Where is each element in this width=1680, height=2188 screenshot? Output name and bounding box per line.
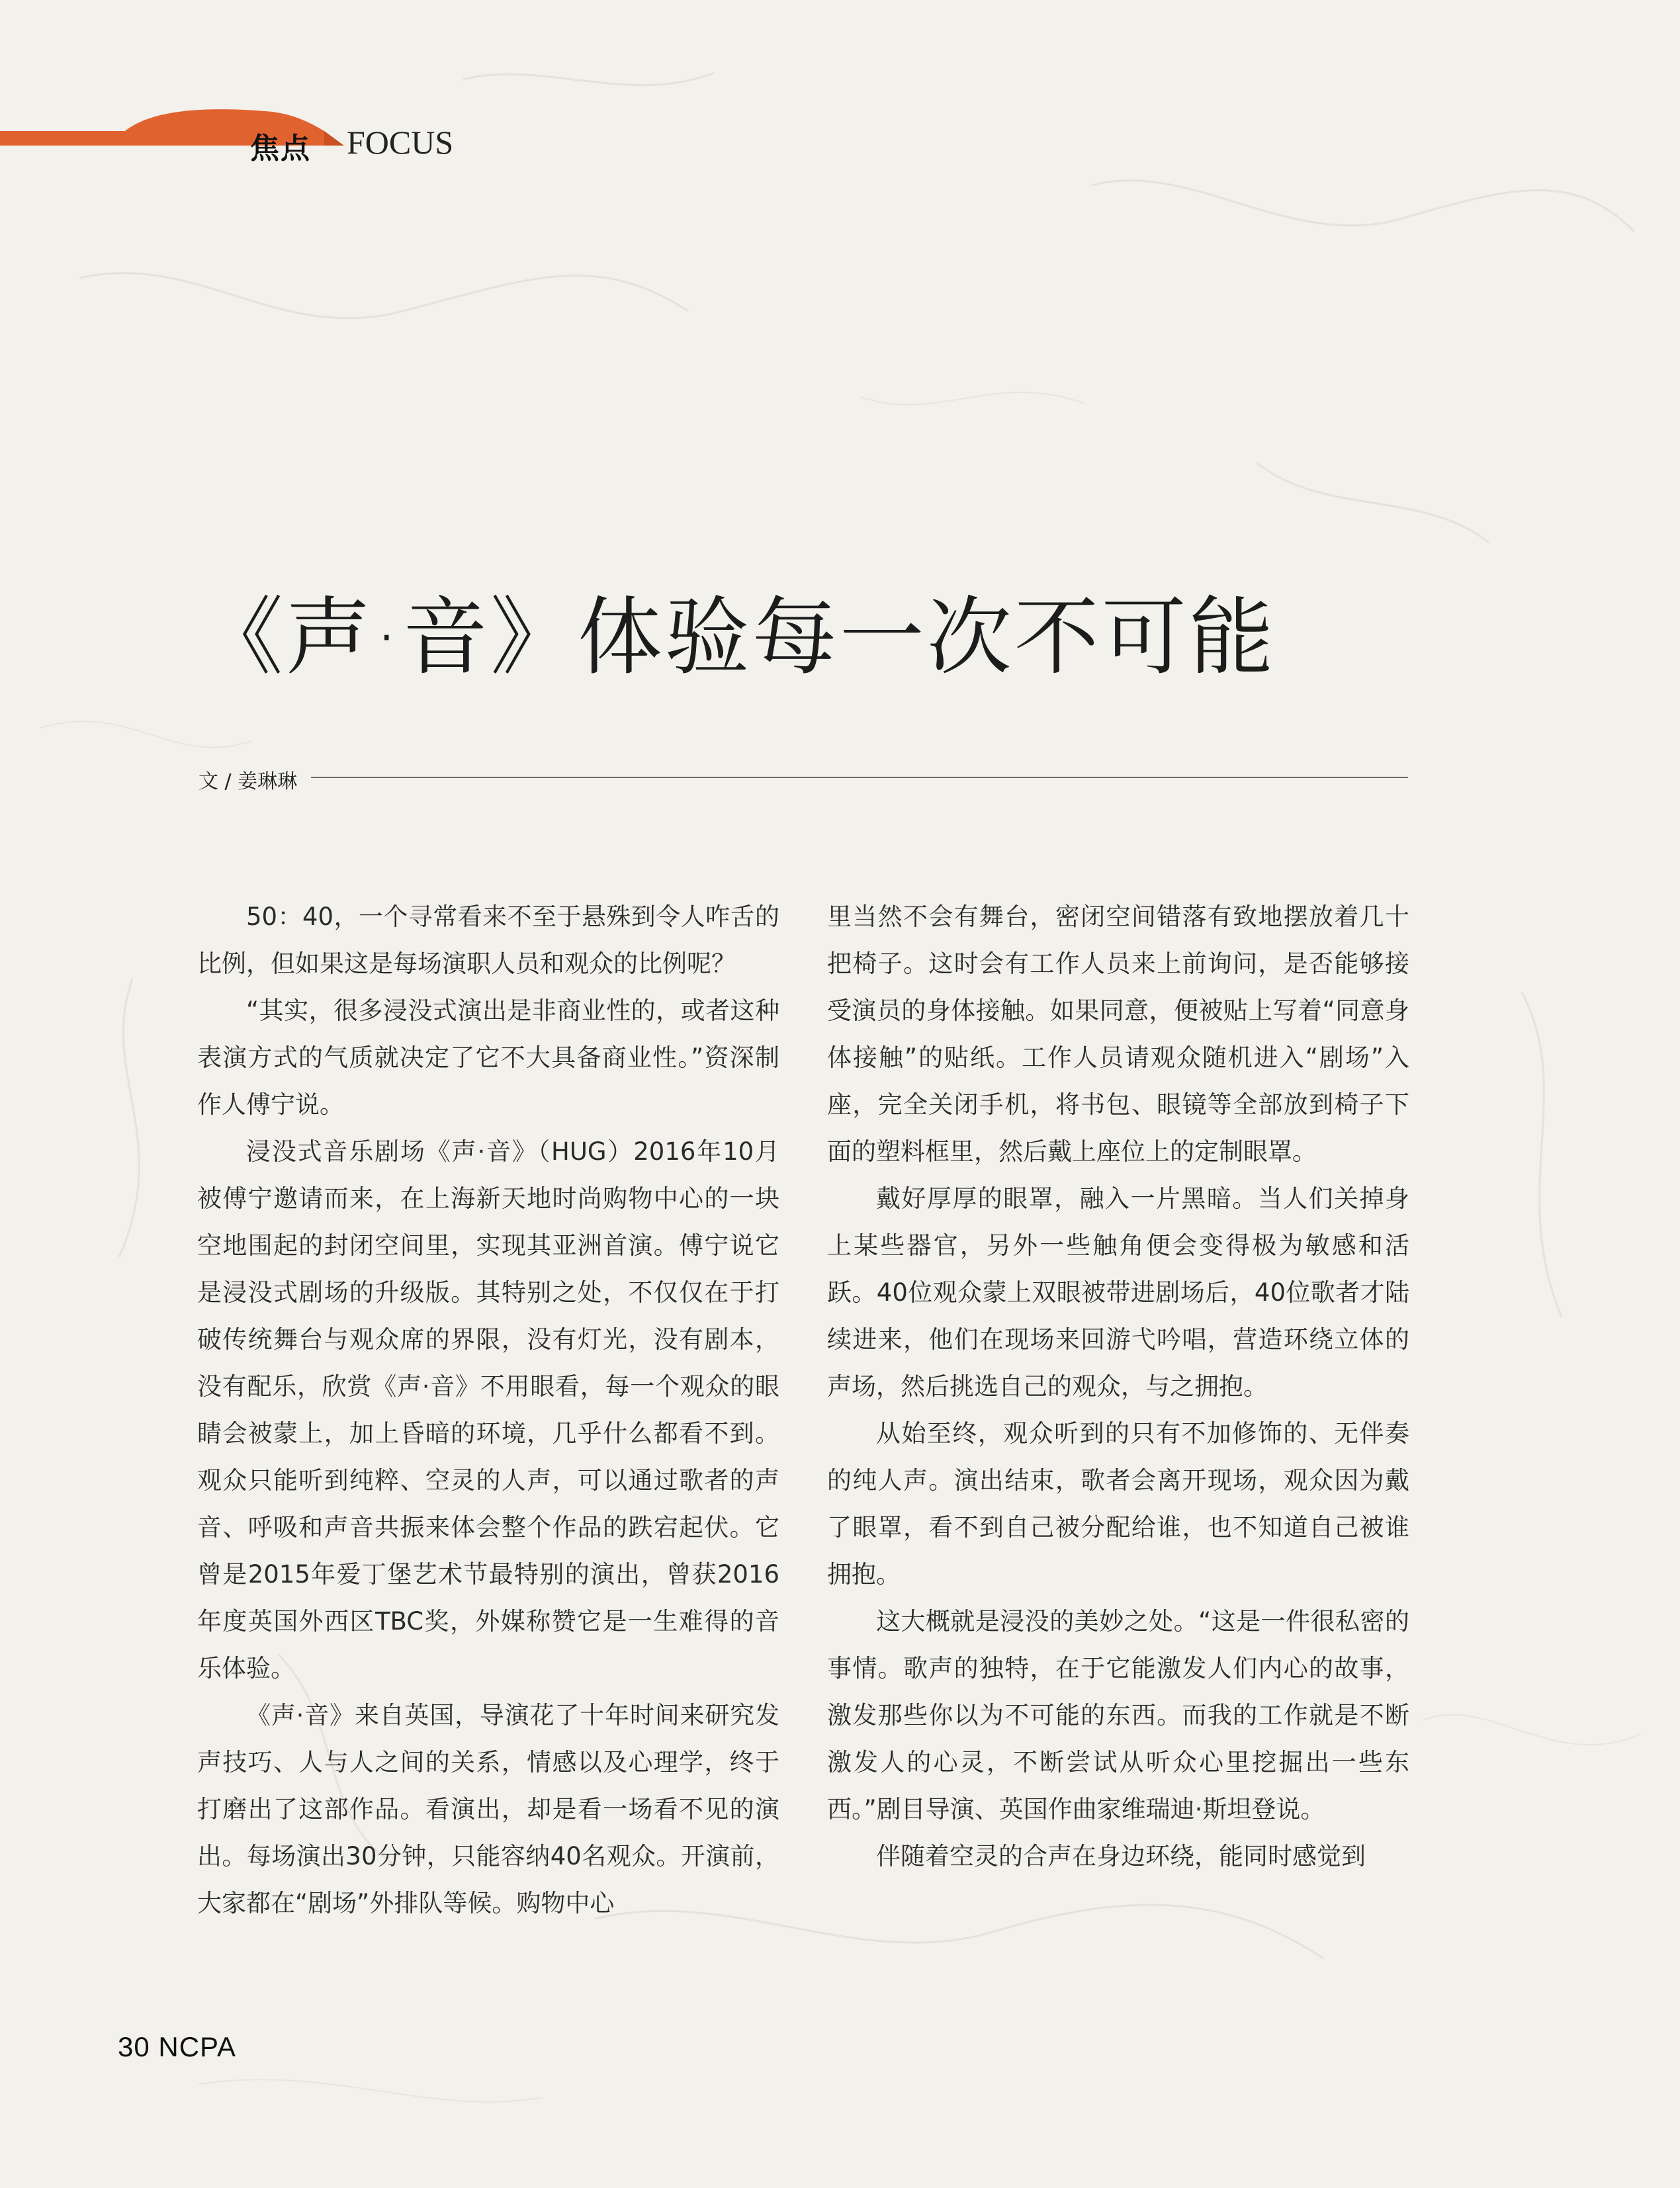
paragraph: 伴随着空灵的合声在身边环绕，能同时感觉到 xyxy=(876,1842,1366,1870)
section-label-en: FOCUS xyxy=(347,124,454,161)
article-title: 《声·音》体验每一次不可能 xyxy=(199,588,1276,687)
section-label-cn: 焦点 xyxy=(250,132,311,165)
article-column-right xyxy=(827,893,1409,1880)
article-column-left xyxy=(197,893,779,1927)
paragraph: “其实，很多浸没式演出是非商业性的，或者这种表演方式的气质就决定了它不大具备商业性。”资深制作人傅宁说。 xyxy=(197,996,779,1119)
byline: 文 / 姜琳琳 xyxy=(199,765,306,794)
paragraph: 浸没式音乐剧场《声·音》（HUG）2016年10月被傅宁邀请而来，在上海新天地时尚购物中心的一块空地围起的封闭空间里，实现其亚洲首演。傅宁说它是浸没式剧场的升级版。其特别之处，不仅仅在于打破传统舞台与观众席的界限，没有灯光，没有剧本，没有配乐，欣赏《声·音》不用眼看，每一个观众的眼睛会被蒙上，加上昏暗的环境，几乎什么都看不到。观众只能听到纯粹、空灵的人声，可以通过歌者的声音、呼吸和声音共振来体会整个作品的跌宕起伏。它曾是2015年爱丁堡艺术节最特别的演出，曾获2016年度英国外西区TBC奖，外媒称赞它是一生难得的音乐体验。 xyxy=(197,1137,779,1683)
page-number: 30 xyxy=(118,2031,150,2062)
paragraph: 这大概就是浸没的美妙之处。“这是一件很私密的事情。歌声的独特，在于它能激发人们内心的故事，激发那些你以为不可能的东西。而我的工作就是不断激发人的心灵，不断尝试从听众心里挖掘出一些东西。”剧目导演、英国作曲家维瑞迪·斯坦登说。 xyxy=(827,1607,1409,1823)
page-footer xyxy=(118,2031,236,2063)
section-tab-ribbon xyxy=(0,106,371,159)
paragraph: 从始至终，观众听到的只有不加修饰的、无伴奏的纯人声。演出结束，歌者会离开现场，观众因为戴了眼罩，看不到自己被分配给谁，也不知道自己被谁拥抱。 xyxy=(827,1419,1409,1589)
publication-name: NCPA xyxy=(158,2031,236,2062)
paragraph: 50：40，一个寻常看来不至于悬殊到令人咋舌的比例，但如果这是每场演职人员和观众的比例呢？ xyxy=(197,902,779,978)
paragraph-continued: 里当然不会有舞台，密闭空间错落有致地摆放着几十把椅子。这时会有工作人员来上前询问，是否能够接受演员的身体接触。如果同意，便被贴上写着“同意身体接触”的贴纸。工作人员请观众随机进入“剧场”入座，完全关闭手机，将书包、眼镜等全部放到椅子下面的塑料框里，然后戴上座位上的定制眼罩。 xyxy=(827,902,1409,1166)
paragraph: 戴好厚厚的眼罩，融入一片黑暗。当人们关掉身上某些器官，另外一些触角便会变得极为敏感和活跃。40位观众蒙上双眼被带进剧场后，40位歌者才陆续进来，他们在现场来回游弋吟唱，营造环绕立体的声场，然后挑选自己的观众，与之拥抱。 xyxy=(827,1184,1409,1401)
byline-rule xyxy=(311,777,1408,778)
paragraph: 《声·音》来自英国，导演花了十年时间来研究发声技巧、人与人之间的关系，情感以及心理学，终于打磨出了这部作品。看演出，却是看一场看不见的演出。每场演出30分钟，只能容纳40名观众。开演前，大家都在“剧场”外排队等候。购物中心 xyxy=(197,1701,779,1917)
